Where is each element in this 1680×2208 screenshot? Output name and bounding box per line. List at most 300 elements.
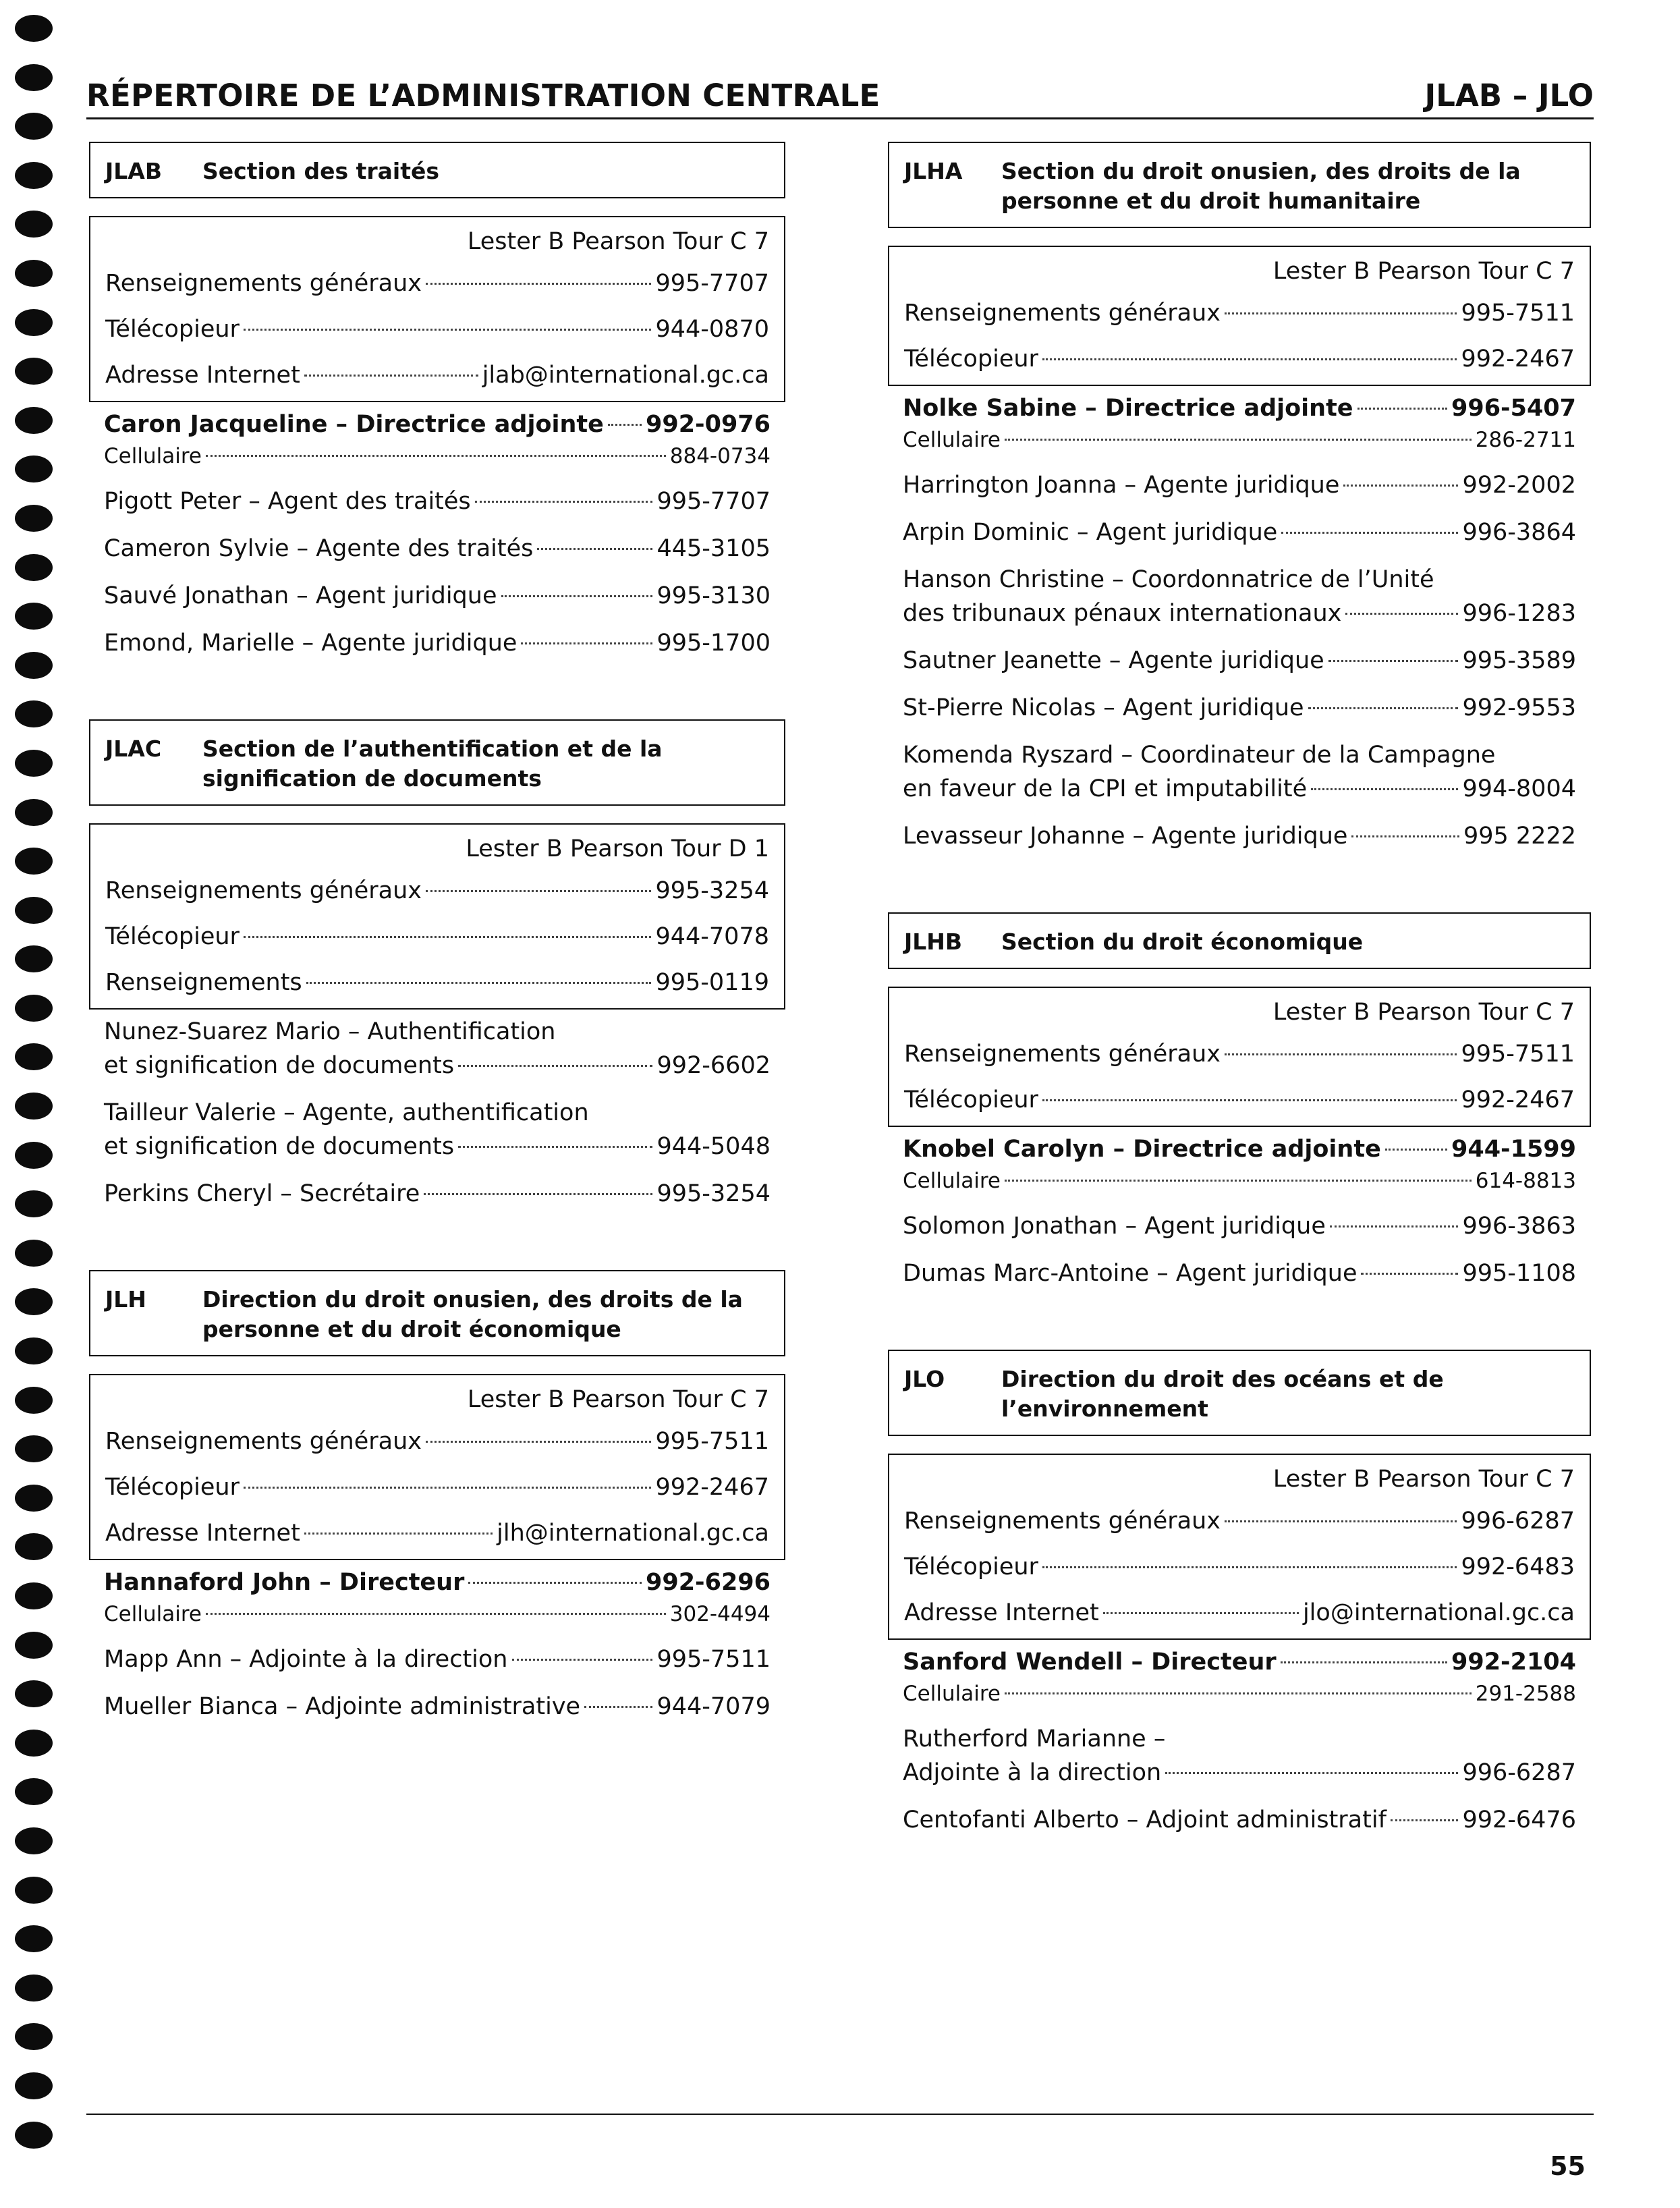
dot-leader	[458, 1065, 652, 1067]
staff-entry	[903, 1209, 1576, 1243]
staff-row	[903, 819, 1576, 853]
entry-label: Renseignements généraux	[105, 877, 422, 904]
staff-row	[104, 408, 771, 441]
contact-row	[105, 960, 769, 1005]
dot-leader	[1103, 1612, 1299, 1614]
binder-hole	[15, 2023, 53, 2050]
dot-leader	[1281, 1661, 1447, 1663]
binder-hole	[15, 750, 53, 777]
entry-label: Renseignements généraux	[904, 300, 1221, 327]
entry-value: 992-2104	[1451, 1649, 1576, 1676]
dot-leader	[537, 548, 652, 550]
entry-value: 992-6296	[646, 1569, 771, 1596]
entry-value: 995-3254	[656, 1180, 771, 1207]
entry-label: Levasseur Johanne – Agente juridique	[903, 823, 1348, 850]
entry-label: Hannaford John – Directeur	[104, 1569, 465, 1596]
dot-leader	[468, 1582, 642, 1584]
staff-row	[104, 579, 771, 613]
entry-value: 944-7079	[656, 1693, 771, 1720]
entry-value: 995-7707	[655, 270, 769, 297]
contact-row	[105, 306, 769, 352]
section-title: Section de l’authentification et de la signification de documents	[202, 736, 663, 792]
binder-hole	[15, 2072, 53, 2099]
binder-hole	[15, 995, 53, 1022]
binder-hole	[15, 700, 53, 727]
contact-row	[904, 1077, 1575, 1123]
contact-box	[888, 1454, 1591, 1640]
dot-leader	[244, 329, 652, 331]
entry-value: jlo@international.gc.ca	[1302, 1599, 1575, 1626]
staff-row	[903, 516, 1576, 549]
section-title: Section du droit économique	[1001, 929, 1364, 955]
contact-row	[105, 868, 769, 914]
dot-leader	[1225, 1053, 1457, 1055]
staff-row	[903, 1209, 1576, 1243]
staff-name-line: Tailleur Valerie – Agente, authentification	[104, 1099, 589, 1126]
section-title: Direction du droit des océans et de l’environnement	[1001, 1366, 1444, 1422]
dot-leader	[1042, 358, 1457, 360]
entry-label: et signification de documents	[104, 1133, 455, 1160]
entry-label: Cellulaire	[104, 444, 202, 468]
section-code: JLHA	[904, 158, 963, 184]
section-title: Section du droit onusien, des droits de la personne et du droit humanitaire	[1001, 158, 1521, 214]
entry-label: Télécopieur	[105, 1474, 240, 1501]
binder-hole	[15, 1288, 53, 1315]
staff-row	[903, 1645, 1576, 1679]
binder-hole	[15, 897, 53, 924]
entry-value: 944-0870	[655, 316, 769, 343]
dot-leader	[475, 501, 653, 503]
staff-row	[903, 644, 1576, 678]
staff-name-line: Komenda Ryszard – Coordinateur de la Campagne	[903, 742, 1496, 769]
entry-label: Renseignements généraux	[105, 270, 422, 297]
section-header	[89, 142, 785, 198]
entry-value: 286-2711	[1475, 428, 1576, 452]
dot-leader	[1042, 1566, 1457, 1568]
binder-hole	[15, 2122, 53, 2149]
staff-entry	[104, 579, 771, 613]
staff-entry	[104, 408, 771, 471]
section-code: JLAB	[105, 158, 162, 184]
dot-leader	[1311, 788, 1458, 790]
binder-hole	[15, 1485, 53, 1512]
entry-value: 995-7511	[656, 1646, 771, 1673]
entry-value: 995-7511	[1461, 1041, 1575, 1068]
staff-entry	[903, 516, 1576, 549]
entry-label: Centofanti Alberto – Adjoint administratif	[903, 1806, 1387, 1833]
cell-row	[104, 1599, 771, 1629]
contact-row	[105, 1418, 769, 1464]
entry-value: 944-7078	[655, 923, 769, 950]
cell-row	[903, 1679, 1576, 1709]
dot-leader	[304, 375, 478, 377]
binder-hole	[15, 1142, 53, 1169]
binder-hole	[15, 1582, 53, 1609]
section-header	[89, 1270, 785, 1356]
left-column	[89, 142, 785, 1783]
binder-hole	[15, 162, 53, 189]
binder-hole	[15, 1190, 53, 1217]
binder-holes	[15, 15, 57, 2170]
staff-row	[903, 1803, 1576, 1837]
staff-entry	[903, 468, 1576, 502]
staff-row	[903, 691, 1576, 725]
binder-hole	[15, 1680, 53, 1707]
dot-leader	[608, 424, 642, 426]
contact-row	[904, 1590, 1575, 1636]
location: Lester B Pearson Tour C 7	[1272, 999, 1575, 1026]
section-jlha	[888, 142, 1591, 853]
staff-row	[104, 626, 771, 660]
entry-value: 996-5407	[1451, 395, 1576, 422]
staff-row	[903, 391, 1576, 425]
binder-hole	[15, 1093, 53, 1120]
entry-value: 995-1108	[1462, 1260, 1576, 1287]
entry-value: 944-5048	[656, 1133, 771, 1160]
contact-box	[89, 823, 785, 1010]
binder-hole	[15, 407, 53, 434]
entry-label: Renseignements	[105, 969, 302, 996]
entry-value: 992-2002	[1462, 472, 1576, 499]
staff-name-line: Nunez-Suarez Mario – Authentification	[104, 1018, 556, 1045]
entry-label: Pigott Peter – Agent des traités	[104, 488, 471, 515]
entry-value: 445-3105	[656, 535, 771, 562]
entry-value: 994-8004	[1462, 775, 1576, 802]
entry-label: Cellulaire	[903, 428, 1001, 452]
entry-label: Mueller Bianca – Adjointe administrative	[104, 1693, 581, 1720]
binder-hole	[15, 1240, 53, 1267]
contact-row	[904, 290, 1575, 336]
entry-value: 944-1599	[1451, 1136, 1576, 1163]
binder-hole	[15, 848, 53, 875]
staff-row	[903, 772, 1576, 806]
binder-hole	[15, 309, 53, 336]
staff-entry	[104, 626, 771, 660]
right-column	[888, 142, 1591, 1896]
entry-value: 996-1283	[1462, 600, 1576, 627]
dot-leader	[1385, 1149, 1447, 1151]
staff-list	[89, 402, 785, 660]
location: Lester B Pearson Tour D 1	[466, 835, 769, 862]
entry-label: Adresse Internet	[105, 1520, 300, 1547]
entry-value: 992-2467	[1461, 346, 1575, 372]
dot-leader	[521, 642, 652, 644]
dot-leader	[206, 455, 666, 457]
binder-hole	[15, 1827, 53, 1854]
dot-leader	[501, 595, 653, 597]
staff-entry	[104, 1566, 771, 1629]
binder-hole	[15, 945, 53, 972]
entry-label: et signification de documents	[104, 1052, 455, 1079]
location: Lester B Pearson Tour C 7	[467, 228, 769, 255]
contact-row	[904, 1498, 1575, 1544]
staff-entry	[104, 1690, 771, 1723]
entry-label: Télécopieur	[904, 1086, 1038, 1113]
entry-label: Emond, Marielle – Agente juridique	[104, 630, 517, 657]
staff-list	[888, 386, 1591, 853]
staff-row	[104, 532, 771, 565]
staff-row	[104, 1643, 771, 1676]
contact-row	[904, 336, 1575, 382]
binder-hole	[15, 652, 53, 679]
contact-row	[105, 914, 769, 960]
dot-leader	[584, 1706, 652, 1708]
entry-value: 995-3254	[655, 877, 769, 904]
entry-value: 995-7511	[655, 1428, 769, 1455]
entry-label: Perkins Cheryl – Secrétaire	[104, 1180, 420, 1207]
entry-value: 992-9553	[1462, 694, 1576, 721]
entry-value: 995-7511	[1461, 300, 1575, 327]
section-jlac	[89, 719, 785, 1211]
binder-hole	[15, 1533, 53, 1560]
staff-row	[903, 1756, 1576, 1790]
entry-label: Knobel Carolyn – Directrice adjointe	[903, 1136, 1381, 1163]
entry-label: Dumas Marc-Antoine – Agent juridique	[903, 1260, 1357, 1287]
entry-value: 992-6476	[1462, 1806, 1576, 1833]
dot-leader	[458, 1146, 652, 1148]
section-jlab	[89, 142, 785, 660]
staff-row	[903, 1132, 1576, 1166]
cell-row	[104, 441, 771, 471]
staff-row	[104, 1130, 771, 1163]
dot-leader	[244, 1487, 652, 1489]
section-header	[888, 912, 1591, 969]
entry-value: 995-3589	[1462, 647, 1576, 674]
section-header	[888, 142, 1591, 228]
cell-row	[903, 1166, 1576, 1196]
staff-entry	[903, 391, 1576, 455]
dot-leader	[1330, 1225, 1459, 1227]
entry-label: Sanford Wendell – Directeur	[903, 1649, 1277, 1676]
dot-leader	[1281, 532, 1458, 534]
entry-value: 884-0734	[669, 444, 771, 468]
dot-leader	[1225, 1520, 1457, 1522]
dot-leader	[424, 1193, 652, 1195]
contact-row	[904, 1544, 1575, 1590]
entry-value: 992-0976	[646, 411, 771, 438]
entry-label: Cameron Sylvie – Agente des traités	[104, 535, 534, 562]
entry-label: des tribunaux pénaux internationaux	[903, 600, 1342, 627]
entry-value: 996-3863	[1462, 1213, 1576, 1240]
staff-entry	[104, 1015, 771, 1082]
page-header	[86, 74, 1594, 119]
staff-row	[903, 597, 1576, 630]
contact-row	[105, 1510, 769, 1556]
entry-value: jlab@international.gc.ca	[482, 362, 769, 389]
contact-row	[105, 1464, 769, 1510]
entry-label: Solomon Jonathan – Agent juridique	[903, 1213, 1326, 1240]
dot-leader	[1308, 707, 1459, 709]
dot-leader	[1225, 312, 1457, 314]
staff-entry	[903, 819, 1576, 853]
staff-row	[104, 1690, 771, 1723]
entry-label: Renseignements généraux	[105, 1428, 422, 1455]
dot-leader	[206, 1613, 666, 1615]
section-header	[888, 1350, 1591, 1436]
staff-entry	[903, 1803, 1576, 1837]
dot-leader	[244, 936, 652, 938]
entry-label: Cellulaire	[903, 1682, 1001, 1706]
entry-label: Renseignements généraux	[904, 1508, 1221, 1535]
staff-row	[104, 1177, 771, 1211]
dot-leader	[1357, 408, 1447, 410]
dot-leader	[426, 283, 652, 285]
entry-value: 996-6287	[1461, 1508, 1575, 1535]
page-title: RÉPERTOIRE DE L’ADMINISTRATION CENTRALE	[86, 78, 880, 113]
dot-leader	[1005, 1692, 1472, 1694]
entry-label: Nolke Sabine – Directrice adjointe	[903, 395, 1353, 422]
entry-label: Mapp Ann – Adjointe à la direction	[104, 1646, 508, 1673]
section-jlo	[888, 1350, 1591, 1837]
dot-leader	[426, 890, 652, 892]
staff-row	[104, 1566, 771, 1599]
staff-name-line: Rutherford Marianne –	[903, 1726, 1166, 1752]
dot-leader	[1005, 439, 1472, 441]
staff-entry	[104, 1096, 771, 1163]
section-jlhb	[888, 912, 1591, 1290]
location: Lester B Pearson Tour C 7	[467, 1386, 769, 1413]
binder-hole	[15, 260, 53, 287]
binder-hole	[15, 1043, 53, 1070]
binder-hole	[15, 799, 53, 826]
entry-label: Harrington Joanna – Agente juridique	[903, 472, 1340, 499]
entry-label: Adresse Internet	[904, 1599, 1099, 1626]
staff-row	[104, 485, 771, 518]
dot-leader	[1345, 613, 1458, 615]
dot-leader	[426, 1441, 652, 1443]
dot-leader	[512, 1659, 653, 1661]
location: Lester B Pearson Tour C 7	[1272, 1466, 1575, 1493]
entry-value: 302-4494	[669, 1602, 771, 1626]
staff-entry	[104, 485, 771, 518]
staff-row	[104, 1049, 771, 1082]
footer-rule	[86, 2114, 1594, 2115]
staff-entry	[104, 1177, 771, 1211]
dot-leader	[1005, 1180, 1472, 1182]
binder-hole	[15, 1632, 53, 1659]
binder-hole	[15, 64, 53, 91]
staff-list	[89, 1010, 785, 1211]
binder-hole	[15, 1975, 53, 2002]
entry-label: Télécopieur	[105, 923, 240, 950]
dot-leader	[1042, 1099, 1457, 1101]
page-number: 55	[1550, 2151, 1586, 2181]
staff-list	[888, 1640, 1591, 1837]
section-code: JLH	[105, 1286, 146, 1313]
entry-value: 995 2222	[1463, 823, 1576, 850]
entry-label: en faveur de la CPI et imputabilité	[903, 775, 1308, 802]
entry-value: 995-1700	[656, 630, 771, 657]
section-header	[89, 719, 785, 806]
binder-hole	[15, 1337, 53, 1364]
binder-hole	[15, 211, 53, 238]
binder-hole	[15, 1387, 53, 1414]
page-range: JLAB – JLO	[1424, 78, 1594, 113]
staff-name-line: Hanson Christine – Coordonnatrice de l’Unité	[903, 566, 1434, 593]
section-code: JLAC	[105, 736, 162, 762]
section-title: Direction du droit onusien, des droits de la personne et du droit économique	[202, 1286, 743, 1342]
binder-hole	[15, 603, 53, 630]
dot-leader	[1351, 835, 1459, 837]
staff-entry	[903, 563, 1576, 630]
entry-value: 995-7707	[656, 488, 771, 515]
staff-list	[888, 1127, 1591, 1290]
location: Lester B Pearson Tour C 7	[1272, 258, 1575, 285]
staff-entry	[104, 1643, 771, 1676]
entry-label: Télécopieur	[904, 1553, 1038, 1580]
contact-box	[888, 987, 1591, 1127]
dot-leader	[1165, 1772, 1458, 1774]
binder-hole	[15, 358, 53, 385]
section-title: Section des traités	[202, 158, 440, 184]
dot-leader	[306, 982, 652, 984]
binder-hole	[15, 456, 53, 482]
dot-leader	[1343, 485, 1458, 487]
section-code: JLHB	[904, 929, 963, 955]
contact-box	[89, 216, 785, 402]
cell-row	[903, 425, 1576, 455]
entry-value: jlh@international.gc.ca	[497, 1520, 769, 1547]
entry-label: Télécopieur	[105, 316, 240, 343]
dot-leader	[1361, 1273, 1458, 1275]
binder-hole	[15, 505, 53, 532]
binder-hole	[15, 1877, 53, 1904]
binder-hole	[15, 1730, 53, 1757]
staff-row	[903, 1257, 1576, 1290]
entry-label: Télécopieur	[904, 346, 1038, 372]
binder-hole	[15, 1778, 53, 1805]
entry-value: 614-8813	[1475, 1169, 1576, 1193]
staff-entry	[903, 738, 1576, 806]
entry-label: Cellulaire	[104, 1602, 202, 1626]
binder-hole	[15, 1435, 53, 1462]
staff-entry	[104, 532, 771, 565]
entry-value: 992-2467	[1461, 1086, 1575, 1113]
staff-entry	[903, 1722, 1576, 1790]
entry-value: 992-6602	[656, 1052, 771, 1079]
contact-box	[89, 1374, 785, 1560]
contact-row	[105, 260, 769, 306]
entry-label: Sautner Jeanette – Agente juridique	[903, 647, 1324, 674]
entry-label: Renseignements généraux	[904, 1041, 1221, 1068]
entry-label: St-Pierre Nicolas – Agent juridique	[903, 694, 1304, 721]
staff-entry	[903, 1645, 1576, 1709]
entry-value: 291-2588	[1475, 1682, 1576, 1706]
dot-leader	[304, 1533, 493, 1535]
staff-list	[89, 1560, 785, 1723]
staff-entry	[903, 1257, 1576, 1290]
contact-box	[888, 246, 1591, 386]
entry-label: Arpin Dominic – Agent juridique	[903, 519, 1278, 546]
staff-entry	[903, 691, 1576, 725]
staff-entry	[903, 644, 1576, 678]
entry-label: Cellulaire	[903, 1169, 1001, 1193]
entry-value: 992-2467	[655, 1474, 769, 1501]
entry-label: Sauvé Jonathan – Agent juridique	[104, 582, 497, 609]
entry-value: 995-0119	[655, 969, 769, 996]
entry-value: 992-6483	[1461, 1553, 1575, 1580]
entry-value: 996-6287	[1462, 1759, 1576, 1786]
dot-leader	[1328, 660, 1459, 662]
section-code: JLO	[904, 1366, 945, 1392]
dot-leader	[1391, 1819, 1459, 1821]
binder-hole	[15, 554, 53, 581]
contact-row	[105, 352, 769, 398]
staff-row	[903, 468, 1576, 502]
section-jlh	[89, 1270, 785, 1723]
binder-hole	[15, 1925, 53, 1952]
staff-entry	[903, 1132, 1576, 1196]
